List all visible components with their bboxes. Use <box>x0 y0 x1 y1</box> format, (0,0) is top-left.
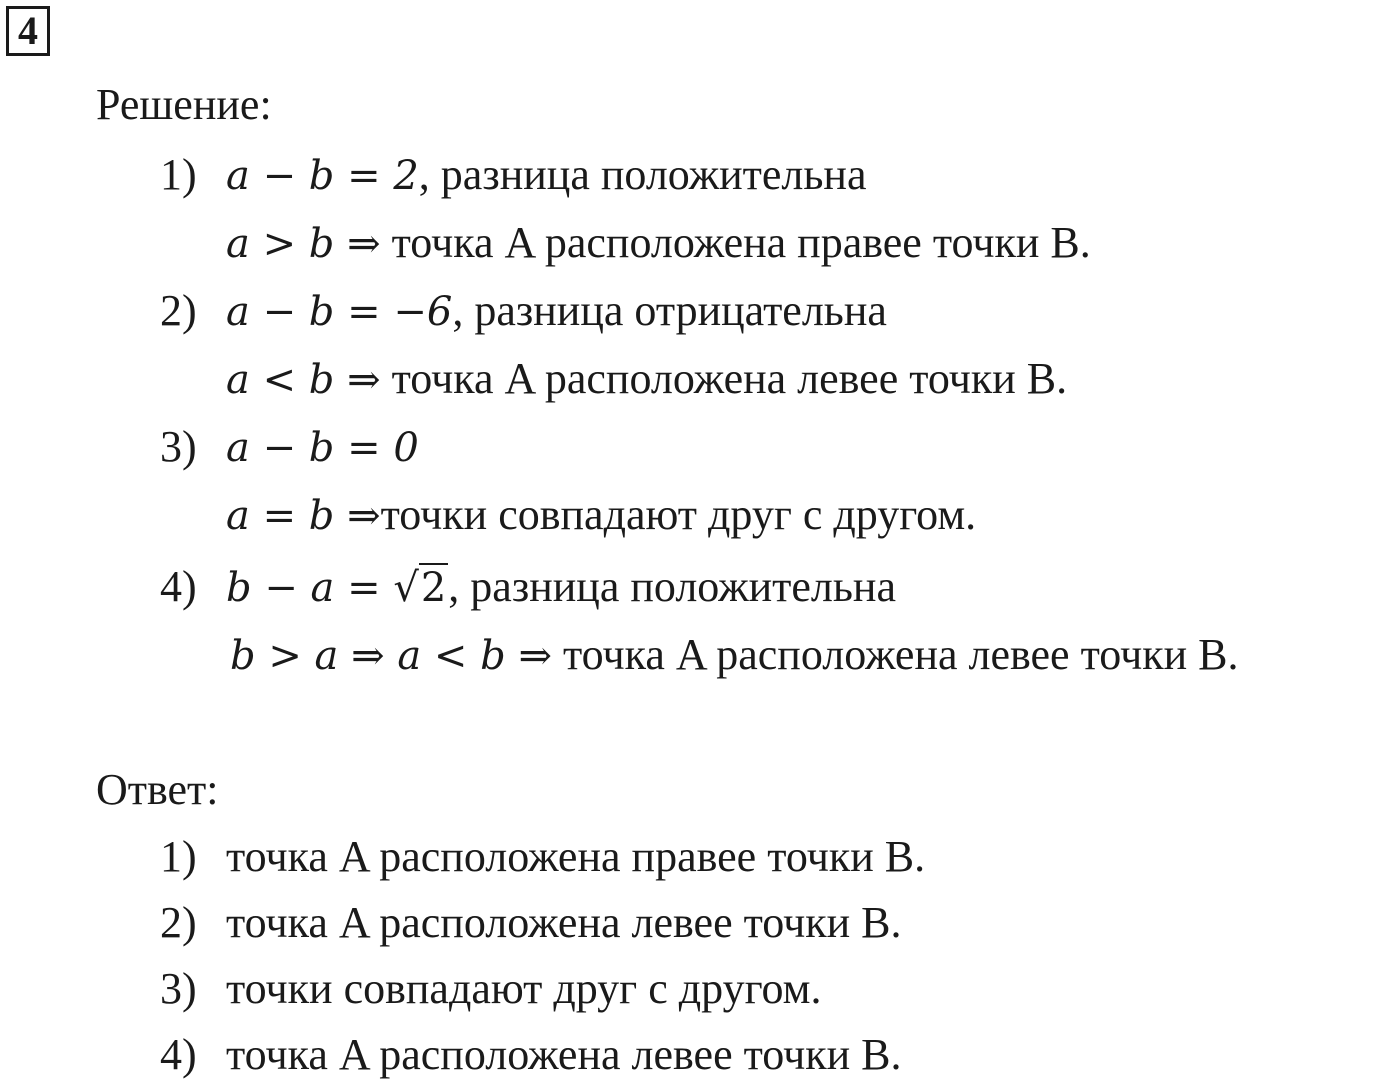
solution-item-1-line-1 <box>160 150 867 201</box>
solution-item-1-line-2 <box>226 218 1091 269</box>
item-number: 1) <box>160 150 197 199</box>
answer-item-3 <box>160 964 822 1014</box>
solution-item-4-line-1 <box>160 562 896 613</box>
solution-item-4-line-2 <box>230 630 1239 681</box>
math-expression: a − b = 0 <box>226 425 419 471</box>
math-expression: a > b ⇒ <box>226 221 381 267</box>
item-number: 2) <box>160 286 197 335</box>
answer-item-2 <box>160 898 902 948</box>
answer-text: точки совпадают друг с другом. <box>226 964 822 1013</box>
math-expression: b > a ⇒ a < b ⇒ <box>230 633 552 679</box>
solution-item-3-line-2 <box>226 490 976 541</box>
item-number: 3) <box>160 964 197 1013</box>
radicand: 2 <box>420 565 447 611</box>
task-number-box: 4 <box>6 6 50 56</box>
answer-heading: Ответ: <box>96 765 219 814</box>
radical-sign: √ <box>393 565 419 611</box>
item-number: 4) <box>160 562 197 611</box>
math-expression: a − b = −6 <box>226 289 453 335</box>
item-number: 3) <box>160 422 197 471</box>
conclusion-text: точка A расположена правее точки B. <box>380 218 1091 267</box>
conclusion-text: точка A расположена левее точки B. <box>380 354 1068 403</box>
solution-item-2-line-1 <box>160 286 887 337</box>
explanation-text: , разница положительна <box>448 562 897 611</box>
answer-text: точка A расположена левее точки B. <box>226 1030 902 1079</box>
conclusion-text: точки совпадают друг с другом. <box>380 490 977 539</box>
math-expression: b − a = <box>226 565 394 611</box>
item-number: 1) <box>160 832 197 881</box>
solution-item-3-line-1 <box>160 422 419 473</box>
math-expression: a − b = 2 <box>226 153 419 199</box>
explanation-text: , разница положительна <box>418 150 867 199</box>
conclusion-text: точка A расположена левее точки B. <box>551 630 1239 679</box>
solution-item-2-line-2 <box>226 354 1067 405</box>
math-expression: a < b ⇒ <box>226 357 381 403</box>
answer-text: точка A расположена левее точки B. <box>226 898 902 947</box>
solution-heading: Решение: <box>96 80 272 129</box>
answer-item-4 <box>160 1030 902 1080</box>
explanation-text: , разница отрицательна <box>452 286 887 335</box>
square-root <box>393 563 448 613</box>
answer-item-1 <box>160 832 925 882</box>
item-number: 4) <box>160 1030 197 1079</box>
answer-text: точка A расположена правее точки B. <box>226 832 926 881</box>
item-number: 2) <box>160 898 197 947</box>
math-expression: a = b ⇒ <box>226 493 381 539</box>
